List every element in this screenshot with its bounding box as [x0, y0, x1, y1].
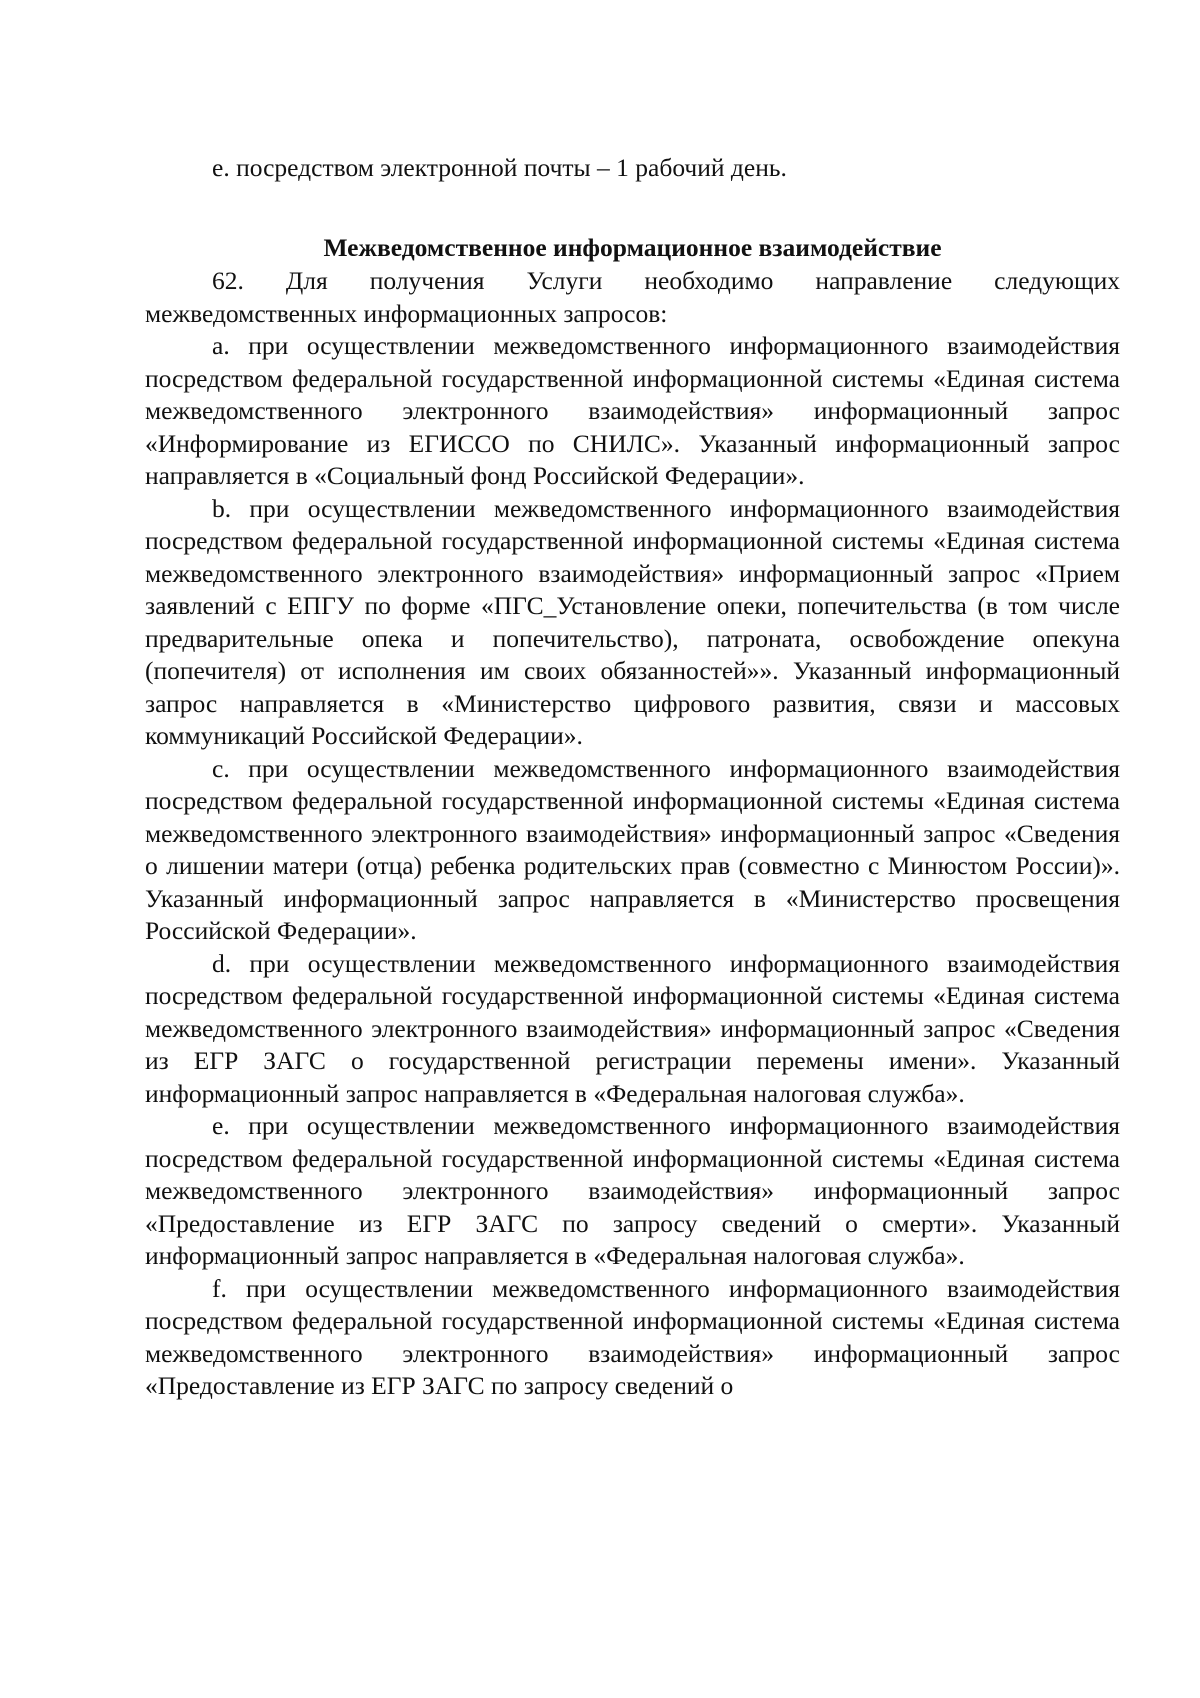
paragraph-item-e: e. при осуществлении межведомственного информационного взаимодействия посредством федеральной государственной информационной системы «Единая система межведомственного электронного взаимодействия» информационный запрос «Предоставление из ЕГР ЗАГС по запросу сведений о смерти». Указанный информационный запрос направляется в «Федеральная налоговая служба». — [145, 1111, 1120, 1270]
paragraph-62: 62. Для получения Услуги необходимо направление следующих межведомственных информационных запросов: — [145, 266, 1120, 328]
paragraph-item-f: f. при осуществлении межведомственного информационного взаимодействия посредством федеральной государственной информационной системы «Единая система межведомственного электронного взаимодействия» информационный запрос «Предоставление из ЕГР ЗАГС по запросу сведений о — [145, 1273, 1120, 1400]
document-body — [145, 265, 1120, 1403]
list-item-e-email: e. посредством электронной почты – 1 рабочий день. — [212, 153, 787, 182]
paragraph-item-b: b. при осуществлении межведомственного информационного взаимодействия посредством федеральной государственной информационной системы «Единая система межведомственного электронного взаимодействия» информационный запрос «Прием заявлений с ЕПГУ по форме «ПГС_Установление опеки, попечительства (в том числе предварительные опека и попечительство), патроната, освобождение опекуна (попечителя) от исполнения им своих обязанностей»». Указанный информационный запрос направляется в «Министерство цифрового развития, связи и массовых коммуникаций Российской Федерации». — [145, 493, 1120, 750]
paragraph-item-c: c. при осуществлении межведомственного информационного взаимодействия посредством федеральной государственной информационной системы «Единая система межведомственного электронного взаимодействия» информационный запрос «Сведения о лишении матери (отца) ребенка родительских прав (совместно с Минюстом России)». Указанный информационный запрос направляется в «Министерство просвещения Российской Федерации». — [145, 753, 1120, 945]
section-heading: Межведомственное информационное взаимодействие — [323, 233, 942, 262]
paragraph-item-a: a. при осуществлении межведомственного информационного взаимодействия посредством федеральной государственной информационной системы «Единая система межведомственного электронного взаимодействия» информационный запрос «Информирование из ЕГИССО по СНИЛС». Указанный информационный запрос направляется в «Социальный фонд Российской Федерации». — [145, 331, 1120, 490]
paragraph-item-d: d. при осуществлении межведомственного информационного взаимодействия посредством федеральной государственной информационной системы «Единая система межведомственного электронного взаимодействия» информационный запрос «Сведения из ЕГР ЗАГС о государственной регистрации перемены имени». Указанный информационный запрос направляется в «Федеральная налоговая служба». — [145, 948, 1120, 1108]
